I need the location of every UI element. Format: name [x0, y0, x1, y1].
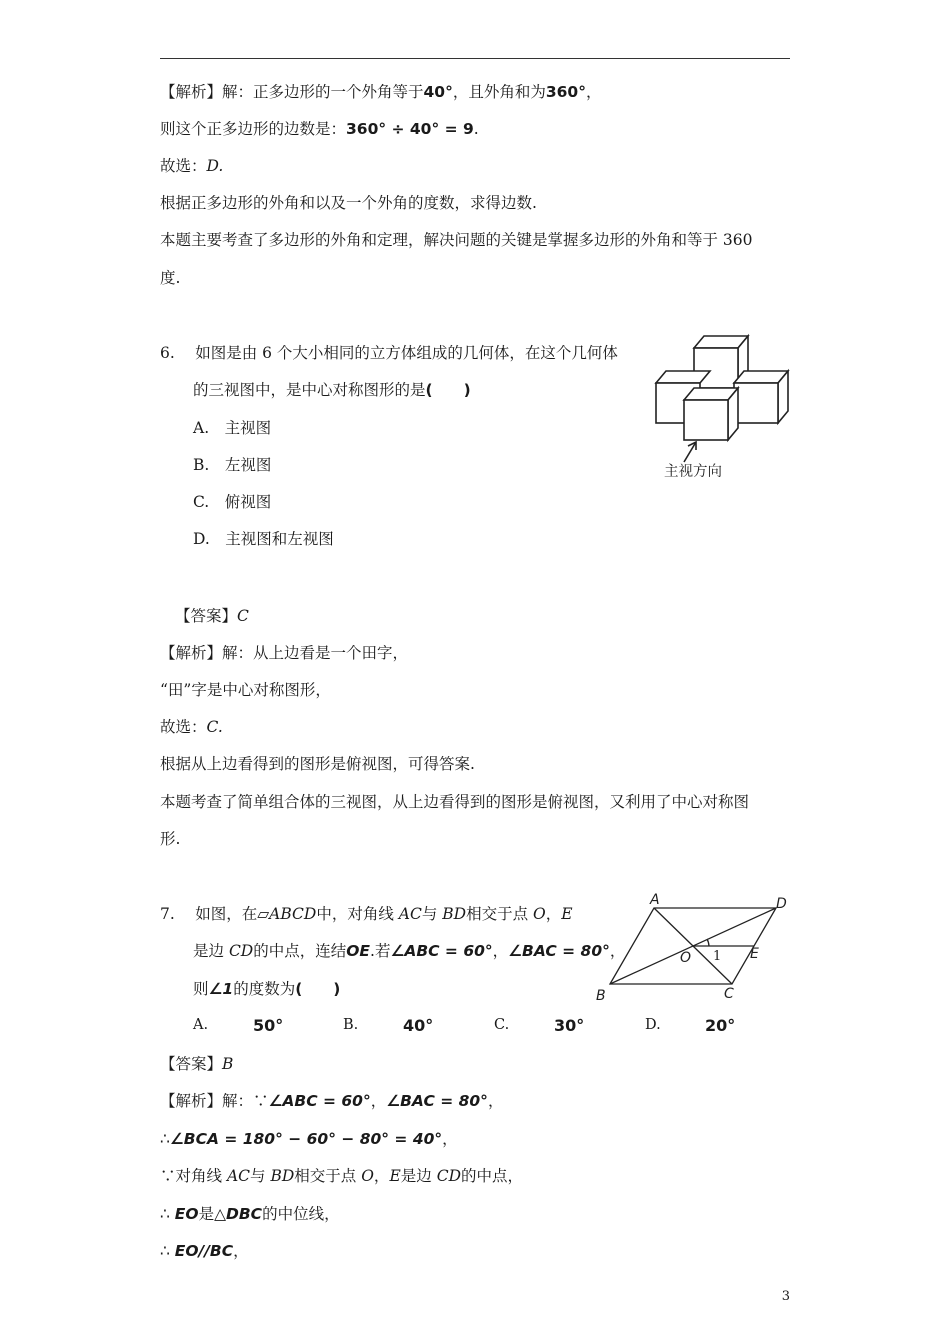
- q7-analysis-line4: ∴ EO是△DBC的中位线，: [160, 1205, 340, 1223]
- q6-option-c: C. 俯视图: [193, 493, 272, 511]
- header-rule: [160, 58, 790, 59]
- q7-option-c-label: C.: [494, 1017, 510, 1033]
- q7-option-b-value: 40°: [403, 1016, 434, 1035]
- label-c: C: [724, 986, 734, 1002]
- q7-analysis-line2: ∴∠BCA = 180° − 60° − 80° = 40°，: [160, 1130, 458, 1148]
- q6-analysis-line1: 【解析】解：从上边看是一个田字，: [160, 644, 409, 662]
- page-number: 3: [781, 1289, 790, 1304]
- q7-option-d-value: 20°: [705, 1016, 736, 1035]
- analysis5-line4: 根据正多边形的外角和以及一个外角的度数，求得边数.: [160, 194, 537, 212]
- q6-stem-line1: 6. 如图是由 6 个大小相同的立方体组成的几何体，在这个几何体: [160, 344, 618, 362]
- label-a: A: [650, 892, 660, 908]
- label-d: D: [776, 896, 787, 912]
- label-angle-1: 1: [713, 949, 722, 964]
- q7-option-c-value: 30°: [554, 1016, 585, 1035]
- view-direction-label: 主视方向: [664, 464, 722, 480]
- q6-option-b: B. 左视图: [193, 456, 272, 474]
- q6-analysis-line5: 本题考查了简单组合体的三视图，从上边看得到的图形是俯视图，又利用了中心对称图: [160, 793, 750, 811]
- analysis5-line5: 本题主要考查了多边形的外角和定理，解决问题的关键是掌握多边形的外角和等于 360: [160, 231, 753, 249]
- q6-answer: 【答案】C: [175, 607, 249, 625]
- analysis5-line1: 【解析】解：正多边形的一个外角等于40°，且外角和为360°，: [160, 83, 602, 101]
- q7-answer: 【答案】B: [160, 1055, 234, 1073]
- analysis5-line2: 则这个正多边形的边数是：360° ÷ 40° = 9.: [160, 120, 479, 138]
- q6-option-a: A. 主视图: [193, 419, 272, 437]
- q7-analysis-line3: ∵对角线 AC与 BD相交于点 O，E是边 CD的中点，: [160, 1167, 524, 1185]
- q6-analysis-line6: 形.: [160, 830, 181, 848]
- label-o: O: [680, 950, 692, 966]
- cube-figure: [648, 328, 798, 483]
- q6-option-d: D. 主视图和左视图: [193, 530, 334, 548]
- q6-analysis-line2: “田”字是中心对称图形，: [160, 681, 331, 699]
- q6-stem-line2: 的三视图中，是中心对称图形的是( ): [193, 381, 471, 399]
- q7-option-b-label: B.: [343, 1017, 359, 1033]
- label-b: B: [596, 988, 606, 1002]
- label-e: E: [750, 946, 759, 962]
- q7-option-a-value: 50°: [253, 1016, 284, 1035]
- analysis5-line6: 度.: [160, 269, 181, 287]
- q7-analysis-line5: ∴ EO//BC，: [160, 1242, 249, 1260]
- q7-option-a-label: A.: [193, 1017, 209, 1033]
- parallelogram-figure: [592, 890, 797, 1002]
- q7-option-d-label: D.: [645, 1017, 661, 1033]
- q7-stem-line2: 是边 CD的中点，连结OE.若∠ABC = 60°，∠BAC = 80°，: [193, 942, 626, 960]
- q6-analysis-line3: 故选：C.: [160, 718, 223, 736]
- q6-analysis-line4: 根据从上边看得到的图形是俯视图，可得答案.: [160, 755, 475, 773]
- analysis5-line3: 故选：D.: [160, 157, 224, 175]
- q7-stem-line1: 7. 如图，在▱ABCD中，对角线 AC与 BD相交于点 O，E: [160, 905, 573, 923]
- q7-stem-line3: 则∠1的度数为( ): [193, 980, 341, 998]
- q7-analysis-line1: 【解析】解：∵∠ABC = 60°，∠BAC = 80°，: [160, 1092, 504, 1110]
